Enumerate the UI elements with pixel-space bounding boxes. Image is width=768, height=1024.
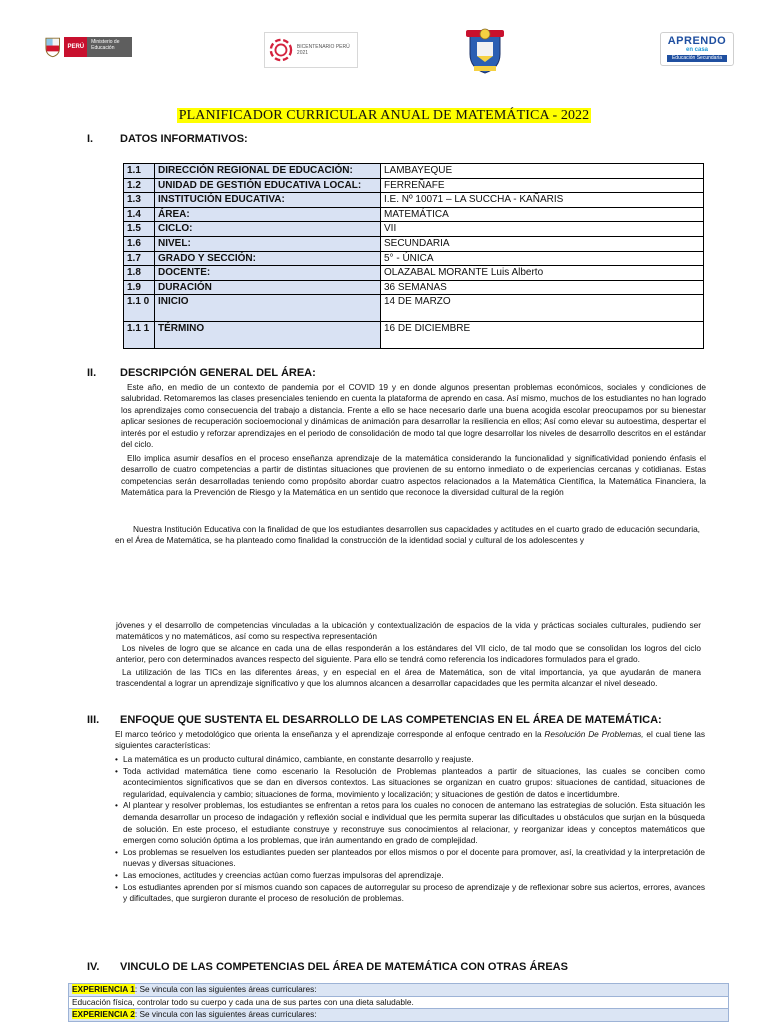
bicentenario-logo [264,32,358,68]
list-item: • Las emociones, actitudes y creencias actúan como fuerzas impulsoras del aprendizaje. [115,870,705,882]
approach-list [115,754,705,905]
field-value-cell: SECUNDARIA [381,236,704,251]
field-value-cell: 16 DE DICIEMBRE [381,322,704,349]
experience-1-heading: : Se vincula con las siguientes áreas curriculares: [134,984,317,994]
experience-1-tag: EXPERIENCIA 1 [72,984,135,994]
description-paragraph-5: Los niveles de logro que se alcance en cada una de ellas responderán a los estándares del VII ciclo, de tal modo que se consolidan los logros del ciclo anterior, pero con determinados avances respecto del siguiente. Para ello se tendrá como referencia los indicadores formulados para el grado. [116,643,701,665]
section-number: I. [87,133,94,145]
row-number-cell: 1.6 [124,236,155,251]
section-title: ENFOQUE QUE SUSTENTA EL DESARROLLO DE LAS COMPETENCIAS EN EL ÁREA DE MATEMÁTICA: [120,714,662,726]
field-value-cell: VII [381,222,704,237]
section-title: VINCULO DE LAS COMPETENCIAS DEL ÁREA DE MATEMÁTICA CON OTRAS ÁREAS [120,961,568,973]
approach-intro-b: el cual tiene las siguientes características: [115,729,705,751]
list-item: • La matemática es un producto cultural dinámico, cambiante, en constante desarrollo y reajuste. [115,754,705,766]
table-row [124,280,704,295]
table-row [124,222,704,237]
bicentenario-emblem-icon [269,37,293,63]
aprendo-text: APRENDO [667,35,727,47]
table-row [124,266,704,281]
info-table [123,163,704,349]
row-number-cell: 1.7 [124,251,155,266]
header-logos [0,22,768,82]
table-row [124,164,704,179]
list-item: • Al plantear y resolver problemas, los estudiantes se enfrentan a retos para los cuales no conocen de antemano las estrategias de solución. Esta situación les demanda desarrollar un proceso de indagación y reflexión social e individual que les permita superar las dificultades u obstáculos que surjan en la búsqueda de solución. En este proceso, el estudiante construye y reconstruye sus conocimientos al relacionar, y reorganizar ideas y conceptos matemáticos que emergen como solución óptima a los problemas, que irán aumentando en grado de complejidad. [115,800,705,846]
school-crest [466,26,504,74]
table-row [124,178,704,193]
en-casa-text: en casa [685,47,709,53]
secundaria-text: Educación Secundaria [667,55,727,62]
list-item: • Toda actividad matemática tiene como escenario la Resolución de Problemas planteados a partir de situaciones, las cuales se conciben como acontecimientos significativos que se dan en diversos contextos. Las situaciones se organizan en cuatro grupos: situaciones de cantidad, situaciones de regularidad, equivalencia y cambio; situaciones de forma, movimiento y localización; y situaciones de gestión de datos e incertidumbre. [115,766,705,801]
table-row [124,322,704,349]
ministry-label: Ministerio de Educación [87,37,132,57]
approach-intro-a: El marco teórico y metodológico que orienta la enseñanza y el aprendizaje corresponde al enfoque centrado en la [115,729,545,739]
school-crest-icon [466,26,504,74]
field-name-cell: TÉRMINO [155,322,381,349]
field-value-cell: MATEMÁTICA [381,207,704,222]
experience-1-header [69,984,728,996]
section-heading-descripcion [87,367,727,381]
field-name-cell: CICLO: [155,222,381,237]
field-name-cell: UNIDAD DE GESTIÓN EDUCATIVA LOCAL: [155,178,381,193]
description-paragraph-3: Nuestra Institución Educativa con la finalidad de que los estudiantes desarrollen sus capacidades y actitudes en el cuarto grado de educación secundaria, en el Área de Matemática, se ha planteado como finalidad la construcción de la identidad social y cultural de los adolescentes y [115,524,700,546]
field-value-cell: 14 DE MARZO [381,295,704,322]
row-number-cell: 1.1 1 [124,322,155,349]
table-row [124,193,704,208]
field-name-cell: NIVEL: [155,236,381,251]
field-name-cell: GRADO Y SECCIÓN: [155,251,381,266]
row-number-cell: 1.4 [124,207,155,222]
aprendo-en-casa-logo [660,32,734,66]
field-name-cell: DURACIÓN [155,280,381,295]
field-value-cell: LAMBAYEQUE [381,164,704,179]
row-number-cell: 1.3 [124,193,155,208]
row-number-cell: 1.5 [124,222,155,237]
peru-label: PERÚ [64,37,87,57]
field-value-cell: 5° - ÚNICA [381,251,704,266]
field-value-cell: OLAZABAL MORANTE Luis Alberto [381,266,704,281]
section-heading-enfoque [87,714,727,728]
table-row [124,251,704,266]
row-number-cell: 1.2 [124,178,155,193]
peru-shield-icon [44,36,61,58]
approach-intro-emphasis: Resolución De Problemas, [544,729,644,739]
field-name-cell: INICIO [155,295,381,322]
experiences-table [68,983,729,1022]
experience-2-tag: EXPERIENCIA 2 [72,1009,135,1019]
field-name-cell: ÁREA: [155,207,381,222]
document-title: PLANIFICADOR CURRICULAR ANUAL DE MATEMÁTICA - 2022 [178,108,590,123]
approach-intro [115,729,705,752]
table-row [124,295,704,322]
experience-2-header [69,1009,728,1021]
row-number-cell: 1.1 [124,164,155,179]
table-row [124,207,704,222]
row-number-cell: 1.9 [124,280,155,295]
list-item: • Los problemas se resuelven los estudiantes pueden ser planteados por ellos mismos o por el docente para promover, así, la creatividad y la interpretación de nuevas y diversas situaciones. [115,847,705,870]
field-name-cell: DOCENTE: [155,266,381,281]
field-value-cell: FERREÑAFE [381,178,704,193]
section-title: DESCRIPCIÓN GENERAL DEL ÁREA: [120,367,316,379]
list-item: • Los estudiantes aprenden por sí mismos cuando son capaces de autorregular su proceso de aprendizaje y de reflexionar sobre sus aciertos, errores, avances y dificultades, que surgieron durante el proceso de resolución de problemas. [115,882,705,905]
section-number: IV. [87,961,100,973]
bicentenario-text: BICENTENARIO PERÚ 2021 [296,44,350,56]
section-title: DATOS INFORMATIVOS: [120,133,248,145]
field-name-cell: INSTITUCIÓN EDUCATIVA: [155,193,381,208]
description-paragraph-6: La utilización de las TICs en las diferentes áreas, y en especial en el área de Matemática, son de vital importancia, ya que ayudarán de manera trascendental a lograr un aprendizaje significativo y que los alumnos alcancen a desarrollar capacidades que les permita alcanzar el nivel deseado. [116,667,701,689]
experience-1-body: Educación física, controlar todo su cuerpo y cada una de sus partes con una dieta saludable. [69,996,728,1010]
row-number-cell: 1.1 0 [124,295,155,322]
field-value-cell: I.E. Nº 10071 – LA SUCCHA - KAÑARIS [381,193,704,208]
field-value-cell: 36 SEMANAS [381,280,704,295]
field-name-cell: DIRECCIÓN REGIONAL DE EDUCACIÓN: [155,164,381,179]
section-heading-vinculo [87,961,727,975]
description-paragraph-1: Este año, en medio de un contexto de pandemia por el COVID 19 y en donde algunos presentan problemas económicos, sociales y condiciones de salubridad. Retomaremos las clases presenciales teniendo en cuenta la plataforma de aprendo en casa. Así mismo, muchos de los estudiantes no han logrado los aprendizajes como consecuencia del trabajo a distancia. Frente a ello se hace necesario darle una buena acogida escolar preocupamos por su bienestar aplicar sesiones de recuperación socioemocional y dinámicas de animación para desarrollar la resiliencia en ellos; Así como elevar su autoestima, despertar el interés por el estudio y reforzar aprendizajes en el periodo de consolidación de modo tal que logre desarrollar los niveles de desarrollo descritos en el estándar del ciclo. [121,382,706,450]
minedu-logo [44,34,132,60]
document-title-wrap [0,106,768,124]
section-heading-datos [87,133,727,147]
description-paragraph-2: Ello implica asumir desafíos en el proceso enseñanza aprendizaje de la matemática considerando la funcionalidad y significatividad poniendo énfasis el desarrollo de cuatro competencias a partir de distintas situaciones que provienen de su entorno inmediato o de experiencias cercanas y cotidianas. Estas competencias serán desarrolladas teniendo como propósito abordar cuatro aspectos relacionados a la Matemática Científica, la Matemática Financiera, la Matemática para la Prevención de Riesgo y la Matemática en un sentido que reconoce la diversidad cultural de la región [121,453,706,498]
section-number: II. [87,367,97,379]
table-row [124,236,704,251]
row-number-cell: 1.8 [124,266,155,281]
description-paragraph-4: jóvenes y el desarrollo de competencias vinculadas a la ubicación y contextualización de espacios de la vida y prácticas sociales culturales, pudiendo ser matemáticos y no matemáticos, así como su respectiva representación [116,620,701,642]
experience-2-heading: : Se vincula con las siguientes áreas curriculares: [134,1009,317,1019]
section-number: III. [87,714,100,726]
